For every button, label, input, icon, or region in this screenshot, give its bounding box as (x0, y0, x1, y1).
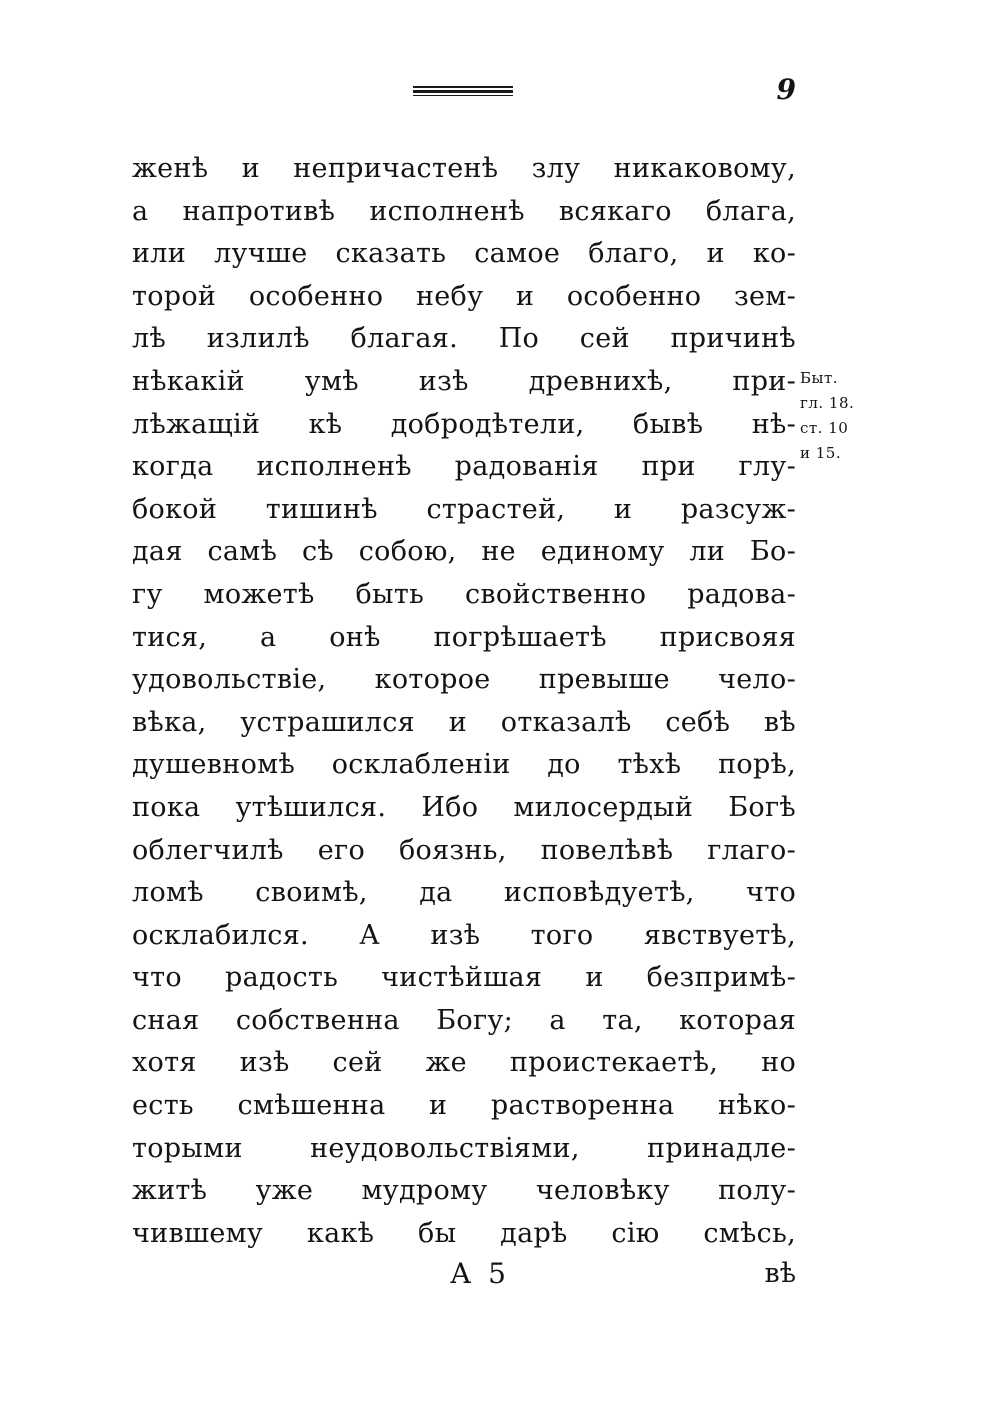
catchword: вѣ (764, 1258, 796, 1289)
page-number: 9 (776, 73, 796, 106)
text-line: бокой тишинѣ страстей, и разсуж- (132, 493, 796, 525)
text-line: сная собственна Богу; а та, которая (132, 1004, 796, 1036)
margin-note-line: ст. 10 (800, 419, 849, 437)
text-line: осклабился. А изѣ того явствуетѣ, (132, 919, 796, 951)
margin-note-line: и 15. (800, 444, 842, 462)
text-line: хотя изѣ сей же проистекаетѣ, но (132, 1047, 796, 1079)
text-line: вѣка, устрашился и отказалѣ себѣ вѣ (132, 706, 796, 738)
header-ornament-rule (413, 86, 513, 96)
text-line: житѣ уже мудрому человѣку полу- (132, 1175, 796, 1207)
text-line: дая самѣ сѣ собою, не единому ли Бо- (132, 536, 796, 568)
margin-note-line: гл. 18. (800, 394, 855, 412)
text-line: удовольствіе, которое превыше чело- (132, 664, 796, 696)
text-line: лѣ излилѣ благая. По сей причинѣ (132, 323, 796, 355)
text-line: душевномѣ осклабленіи до тѣхѣ порѣ, (132, 749, 796, 781)
text-line: когда исполненѣ радованія при глу- (132, 451, 796, 483)
text-line: чившему какѣ бы дарѣ сію смѣсь, (132, 1217, 796, 1249)
text-line: облегчилѣ его боязнь, повелѣвѣ глаго- (132, 834, 796, 866)
body-text (132, 148, 796, 1255)
text-line: пока утѣшился. Ибо милосердый Богѣ (132, 791, 796, 823)
text-line: или лучше сказать самое благо, и ко- (132, 238, 796, 270)
text-line: торыми неудовольствіями, принадле- (132, 1132, 796, 1164)
text-line: нѣкакій умѣ изѣ древнихѣ, при- (132, 365, 796, 397)
text-line: гу можетѣ быть свойственно радова- (132, 578, 796, 610)
text-line: что радость чистѣйшая и безпримѣ- (132, 962, 796, 994)
text-line: тися, а онѣ погрѣшаетѣ присвояя (132, 621, 796, 653)
text-line: а напротивѣ исполненѣ всякаго блага, (132, 195, 796, 227)
text-line: женѣ и непричастенѣ злу никаковому, (132, 153, 796, 184)
page-footer (132, 1252, 796, 1296)
text-line: ломѣ своимѣ, да исповѣдуетѣ, что (132, 877, 796, 909)
signature-mark: А 5 (450, 1257, 510, 1290)
text-line: лѣжащій кѣ добродѣтели, бывѣ нѣ- (132, 408, 796, 440)
margin-note-line: Быт. (800, 369, 839, 387)
marginal-reference-note (800, 366, 880, 466)
text-line: торой особенно небу и особенно зем- (132, 280, 796, 312)
text-line: есть смѣшенна и растворенна нѣко- (132, 1090, 796, 1122)
